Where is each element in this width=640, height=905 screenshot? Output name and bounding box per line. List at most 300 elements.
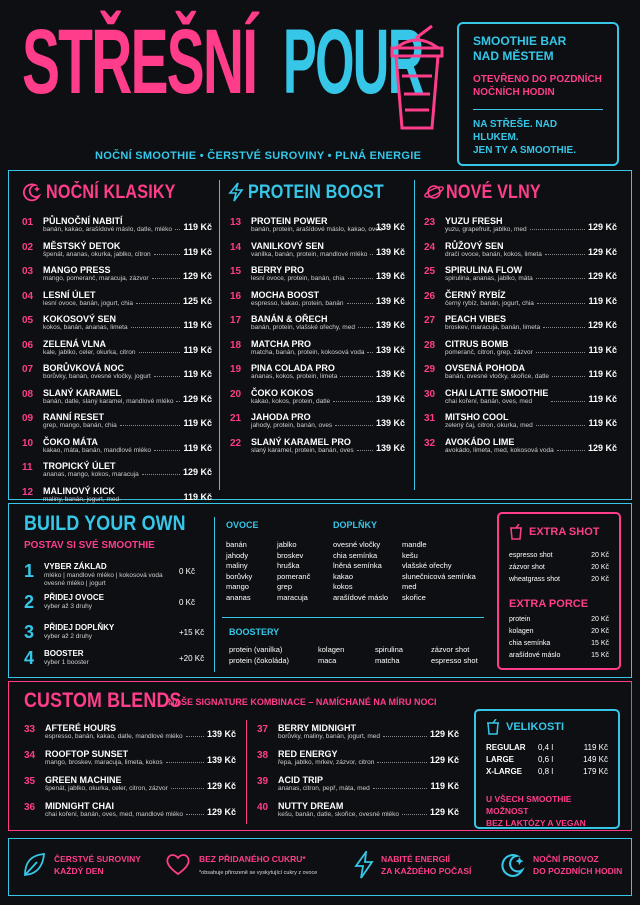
divider	[246, 720, 247, 824]
item-price: 139 Kč	[375, 320, 405, 330]
dotted-leader	[370, 254, 373, 255]
dotted-leader	[131, 327, 180, 328]
item-price: 119 Kč	[588, 344, 617, 355]
divider	[214, 517, 215, 672]
section-title-new: NOVÉ VLNY	[446, 182, 541, 203]
item-number: 01	[22, 217, 34, 228]
sizes-note: U VŠECH SMOOTHIE MOŽNOST BEZ LAKTÓZY A VEGAN	[486, 794, 586, 828]
item-price: 119 Kč	[588, 393, 617, 404]
dotted-leader	[136, 303, 180, 304]
item-number: 25	[424, 266, 436, 277]
item-price: 119 Kč	[183, 222, 212, 232]
box-slogan1: NA STŘEŠE. NAD HLUKEM.	[473, 119, 558, 143]
item-number: 04	[22, 290, 34, 302]
item-price: 139 Kč	[375, 246, 405, 257]
dotted-leader	[171, 788, 204, 789]
item-desc: jahody, protein, banán, oves	[251, 422, 333, 429]
section-title-protein: PROTEIN BOOST	[248, 182, 384, 203]
item-name: SLANÝ KARAMEL	[43, 387, 121, 398]
item-desc: espresso, banán, kakao, datle, mandlové mléko	[45, 733, 183, 740]
menu-item	[424, 388, 617, 413]
item-number: 11	[22, 462, 33, 473]
list-item: ananas	[226, 592, 251, 602]
menu-item	[22, 339, 212, 364]
list-item: mango	[226, 582, 249, 591]
ovoce-title: OVOCE	[226, 520, 259, 530]
item-price: 139 Kč	[375, 369, 405, 379]
divider	[473, 109, 603, 110]
item-name: BERRY MIDNIGHT	[278, 723, 357, 733]
item-name: PINA COLADA PRO	[251, 363, 335, 373]
size-price: 179 Kč	[583, 767, 608, 776]
title-part1: STŘEŠNÍ	[22, 11, 257, 113]
menu-item	[230, 339, 405, 364]
item-name: YUZU FRESH	[445, 216, 503, 226]
item-number: 05	[22, 315, 34, 326]
item-name: MALINOVÝ KICK	[43, 485, 115, 496]
list-item: jablko	[277, 540, 297, 549]
item-number: 28	[424, 339, 436, 351]
size-price: 149 Kč	[583, 755, 608, 764]
menu-item	[424, 265, 617, 290]
ovoce-list	[226, 540, 252, 603]
booster-group: protein (vanilka) protein (čokoláda)	[229, 645, 290, 665]
heart-icon	[165, 852, 191, 876]
item-name: TROPICKÝ ÚLET	[43, 461, 116, 471]
dotted-leader	[557, 450, 585, 451]
step-title: PŘIDEJ OVOCE	[44, 593, 105, 602]
dotted-leader	[536, 352, 585, 353]
tagline: NOČNÍ SMOOTHIE • ČERSTVÉ SUROVINY • PLNÁ ENERGIE	[95, 150, 422, 162]
item-desc: chai koření, banán, oves, med, mandlové mléko	[45, 811, 184, 818]
menu-item	[22, 241, 212, 266]
dotted-leader	[333, 401, 373, 402]
booster-group: kolagen maca	[318, 645, 345, 665]
item-number: 19	[230, 364, 242, 375]
menu-item	[230, 437, 405, 462]
item-number: 27	[424, 315, 436, 326]
item-number: 38	[257, 750, 269, 761]
item-price: 129 Kč	[429, 729, 459, 739]
item-price: 129 Kč	[587, 222, 617, 232]
size-row	[486, 743, 608, 755]
menu-item	[257, 775, 459, 801]
menu-item	[230, 314, 405, 339]
extra-shot-title: EXTRA SHOT	[529, 526, 600, 538]
item-desc: lesní ovoce, protein, banán, chia	[251, 275, 345, 282]
menu-item	[22, 388, 212, 413]
dotted-leader	[122, 499, 180, 500]
item-number: 15	[230, 266, 242, 277]
item-name: BORŮVKOVÁ NOC	[43, 363, 125, 373]
dotted-leader	[347, 303, 373, 304]
list-item: kokos	[333, 582, 353, 591]
item-price: 129 Kč	[182, 271, 212, 281]
size-price: 119 Kč	[583, 743, 608, 752]
dotted-leader	[373, 788, 427, 789]
menu-item	[230, 363, 405, 388]
item-number: 29	[424, 364, 436, 375]
step-desc: vyber 1 booster	[44, 659, 89, 666]
dotted-leader	[142, 474, 180, 475]
menu-item	[22, 461, 212, 486]
planet-icon	[424, 182, 444, 202]
item-name: MIDNIGHT CHAI	[45, 801, 114, 811]
dotted-leader	[176, 401, 180, 402]
item-desc: vanilka, banán, protein, mandlové mléko	[251, 250, 368, 258]
price-row-value: 15 Kč	[591, 652, 609, 659]
price-row-value: 15 Kč	[591, 640, 609, 647]
item-number: 24	[424, 241, 436, 253]
item-name: BANÁN & OŘECH	[251, 314, 328, 324]
divider	[219, 180, 220, 490]
menu-item	[257, 801, 459, 827]
list-item: arašídové máslo	[333, 592, 389, 602]
item-price: 119 Kč	[430, 781, 459, 791]
item-name: OVSENÁ POHODA	[445, 363, 526, 373]
step-desc: vyber až 3 druhy	[44, 603, 93, 610]
size-volume: 0,6 l	[538, 755, 554, 764]
item-name: ZELENÁ VLNA	[43, 338, 106, 349]
step-number: 3	[24, 622, 35, 642]
item-desc: pomeranč, citron, grep, zázvor	[445, 348, 533, 356]
protein-list	[230, 216, 405, 461]
item-price: 129 Kč	[206, 781, 236, 791]
item-desc: chai koření, banán, oves, med	[445, 397, 533, 405]
item-name: AFTERÉ HOURS	[45, 723, 117, 733]
item-name: MĚSTSKÝ DETOK	[43, 240, 121, 251]
dotted-leader	[551, 401, 585, 402]
section-title-classics: NOČNÍ KLASIKY	[46, 182, 176, 203]
item-name: AVOKÁDO LIME	[445, 436, 515, 447]
item-name: RŮŽOVÝ SEN	[445, 240, 504, 251]
menu-item	[424, 290, 617, 315]
extra-shot-list	[509, 552, 609, 588]
step-price: +15 Kč	[179, 628, 205, 637]
moon-star-icon	[22, 182, 42, 202]
dotted-leader	[152, 278, 180, 279]
custom-list	[24, 723, 236, 827]
menu-item	[24, 749, 236, 775]
box-hours1: OTEVŘENO DO POZDNÍCH	[473, 74, 602, 85]
menu-item	[22, 437, 212, 462]
item-number: 23	[424, 217, 436, 228]
dotted-leader	[340, 376, 373, 377]
item-price: 139 Kč	[375, 393, 405, 404]
list-item: grep	[277, 582, 293, 591]
item-price: 119 Kč	[588, 295, 617, 306]
item-price: 119 Kč	[588, 418, 617, 428]
item-number: 09	[22, 413, 34, 424]
price-row-label: zázvor shot	[509, 564, 545, 571]
dotted-leader	[530, 229, 585, 230]
item-number: 31	[424, 413, 436, 424]
list-item: kakao	[333, 571, 354, 581]
custom-list	[257, 723, 459, 827]
item-price: 119 Kč	[588, 369, 617, 379]
price-row-label: kolagen	[509, 628, 534, 635]
price-row-label: chia semínka	[509, 640, 551, 647]
item-price: 119 Kč	[183, 442, 212, 453]
dotted-leader	[543, 327, 585, 328]
price-row-value: 20 Kč	[591, 552, 609, 559]
size-volume: 0,8 l	[538, 767, 554, 776]
item-name: VANILKOVÝ SEN	[251, 240, 324, 251]
box-line1: SMOOTHIE BAR	[473, 34, 567, 48]
step-price: 0 Kč	[179, 567, 196, 576]
item-name: MOCHA BOOST	[251, 289, 320, 300]
size-label: LARGE	[486, 755, 514, 764]
item-name: CITRUS BOMB	[445, 338, 509, 349]
footer-item: BEZ PŘIDANÉHO CUKRU* *obsahuje přirozeně se vyskytující cukry z ovoce	[199, 854, 318, 876]
item-desc: grep, mango, banán, chia	[43, 422, 117, 429]
header-info-box	[457, 22, 619, 166]
item-desc: špenát, ananas, okurka, jablko, citron	[43, 250, 151, 258]
cup-icon	[486, 719, 500, 735]
dotted-leader	[186, 736, 204, 737]
item-price: 139 Kč	[206, 755, 236, 765]
item-name: ČERNÝ RYBÍZ	[445, 289, 506, 300]
dotted-leader	[154, 450, 180, 451]
item-name: MANGO PRESS	[43, 265, 111, 275]
footer-item: NOČNÍ PROVOZ DO POZDNÍCH HODIN	[533, 854, 623, 876]
boostery-title: BOOSTERY	[229, 627, 280, 637]
item-price: 139 Kč	[375, 418, 405, 428]
menu-item	[22, 216, 212, 241]
item-price: 129 Kč	[587, 271, 617, 281]
item-number: 20	[230, 388, 242, 400]
step-number: 2	[24, 592, 35, 612]
menu-item	[24, 801, 236, 827]
build-title: BUILD YOUR OWN	[24, 512, 186, 535]
item-number: 32	[424, 437, 436, 449]
item-name: MITSHO COOL	[445, 412, 509, 422]
item-name: ROOFTOP SUNSET	[45, 749, 129, 759]
price-row-value: 20 Kč	[591, 616, 609, 623]
item-number: 37	[257, 724, 269, 735]
dotted-leader	[358, 327, 373, 328]
item-price: 129 Kč	[429, 755, 459, 765]
dotted-leader	[402, 814, 427, 815]
item-number: 16	[230, 290, 242, 302]
item-desc: ananas, mango, kokos, maracuja	[43, 471, 139, 478]
list-item: hruška	[277, 561, 300, 570]
extra-porce-list	[509, 616, 609, 664]
booster-group: spirulina matcha	[375, 645, 403, 665]
item-name: KOKOSOVÝ SEN	[43, 314, 117, 324]
item-desc: kale, jablko, celer, okurka, citron	[43, 348, 136, 356]
item-price: 129 Kč	[182, 467, 212, 477]
dotted-leader	[166, 762, 204, 763]
doplnky-list	[333, 540, 388, 603]
dotted-leader	[154, 376, 180, 377]
menu-item	[424, 314, 617, 339]
dotted-leader	[377, 762, 427, 763]
item-desc: dračí ovoce, banán, kokos, limeta	[445, 250, 542, 258]
item-name: SLANÝ KARAMEL PRO	[251, 436, 351, 447]
menu-item	[230, 290, 405, 315]
dotted-leader	[357, 450, 373, 451]
item-number: 35	[24, 776, 36, 787]
dotted-leader	[175, 229, 180, 230]
item-price: 139 Kč	[375, 344, 405, 355]
moon-star-icon	[500, 852, 526, 878]
menu-item	[230, 216, 405, 241]
lightning-icon	[354, 851, 374, 879]
item-desc: spirulina, ananas, jablko, máta	[445, 275, 533, 282]
list-item: kešu	[402, 550, 418, 560]
item-number: 03	[22, 266, 34, 277]
leaf-icon	[22, 852, 46, 878]
menu-item	[22, 290, 212, 315]
item-desc: kešu, banán, datle, skořice, ovesné mléko	[278, 811, 400, 818]
item-name: RANNÍ RESET	[43, 412, 105, 422]
step-price: +20 Kč	[179, 654, 205, 663]
item-name: JAHODA PRO	[251, 412, 311, 422]
classics-list	[22, 216, 212, 510]
cup-icon	[388, 24, 446, 132]
menu-item	[24, 775, 236, 801]
dotted-leader	[383, 736, 427, 737]
price-row-label: arašídové máslo	[509, 652, 561, 659]
size-label: X-LARGE	[486, 767, 522, 776]
item-desc: banán, kakao, arašídové máslo, datle, mléko	[43, 226, 172, 233]
item-name: ČOKO MÁTA	[43, 436, 98, 447]
item-number: 22	[230, 437, 242, 449]
step-number: 4	[24, 648, 35, 668]
item-number: 36	[24, 802, 36, 813]
item-price: 129 Kč	[587, 246, 617, 257]
box-hours2: NOČNÍCH HODIN	[473, 87, 555, 98]
price-row	[509, 652, 609, 664]
item-price: 119 Kč	[183, 344, 212, 355]
list-item: broskev	[277, 550, 304, 560]
list-item: banán	[226, 540, 247, 549]
item-name: NUTTY DREAM	[278, 801, 344, 811]
dotted-leader	[120, 425, 180, 426]
item-price: 139 Kč	[206, 729, 236, 739]
item-number: 39	[257, 776, 269, 787]
doplnky-list	[402, 540, 476, 603]
item-price: 129 Kč	[206, 807, 236, 817]
item-desc: banán, protein, arašídové máslo, kakao, oves	[251, 226, 383, 233]
build-subtitle: POSTAV SI SVÉ SMOOTHIE	[24, 540, 155, 551]
footer-item: NABITÉ ENERGIÍ ZA KAŽDÉHO POČASÍ	[381, 854, 472, 876]
item-number: 40	[257, 802, 269, 813]
list-item: skořice	[402, 592, 426, 602]
footer-item: ČERSTVÉ SUROVINY KAŽDÝ DEN	[54, 854, 141, 876]
step-number: 1	[24, 561, 35, 581]
item-price: 139 Kč	[375, 295, 405, 306]
menu-item	[22, 265, 212, 290]
price-row	[509, 564, 609, 576]
menu-item	[424, 241, 617, 266]
item-desc: borůvky, banán, ovesné vločky, jogurt	[43, 373, 151, 380]
item-number: 30	[424, 388, 436, 400]
dotted-leader	[335, 425, 373, 426]
item-name: MATCHA PRO	[251, 338, 311, 349]
item-price: 119 Kč	[183, 246, 212, 257]
item-number: 13	[230, 217, 242, 228]
box-line2: NAD MĚSTEM	[473, 49, 554, 63]
size-label: REGULAR	[486, 743, 526, 752]
item-number: 14	[230, 241, 242, 253]
item-name: RED ENERGY	[278, 749, 338, 759]
price-row	[509, 640, 609, 652]
custom-title: CUSTOM BLENDS	[24, 689, 182, 712]
dotted-leader	[552, 376, 585, 377]
new-list	[424, 216, 617, 461]
step-title: PŘIDEJ DOPLŇKY	[44, 623, 115, 632]
item-desc: ananas, citron, pepř, máta, med	[278, 785, 370, 792]
sizes-title: VELIKOSTI	[506, 721, 565, 733]
item-number: 12	[22, 486, 34, 498]
item-desc: kakao, máta, banán, mandlové mléko	[43, 446, 152, 454]
step-desc: vyber až 2 druhy	[44, 633, 93, 640]
item-price: 119 Kč	[183, 491, 212, 502]
divider	[414, 180, 415, 490]
dotted-leader	[537, 303, 585, 304]
menu-item	[24, 723, 236, 749]
box-slogan2: JEN TY A SMOOTHIE.	[473, 145, 576, 156]
divider	[222, 617, 484, 618]
item-price: 129 Kč	[587, 442, 617, 453]
item-number: 02	[22, 241, 34, 253]
item-desc: kakao, kokos, protein, datle	[251, 397, 331, 405]
dotted-leader	[154, 254, 180, 255]
price-row-value: 20 Kč	[591, 628, 609, 635]
dotted-leader	[536, 278, 585, 279]
item-name: LESNÍ ÚLET	[43, 289, 96, 300]
item-desc: avokádo, limeta, med, kokosová voda	[445, 446, 554, 454]
item-name: PŮLNOČNÍ NABITÍ	[43, 216, 123, 226]
extra-box	[497, 512, 621, 670]
custom-subtitle: NAŠE SIGNATURE KOMBINACE – NAMÍCHANÉ NA MÍRU NOCI	[168, 697, 437, 707]
list-item: ovesné vločky	[333, 540, 381, 549]
item-name: ACID TRIP	[278, 775, 323, 785]
dotted-leader	[186, 814, 204, 815]
extra-porce-title: EXTRA PORCE	[509, 598, 589, 610]
item-name: PEACH VIBES	[445, 314, 507, 324]
menu-item	[424, 412, 617, 437]
item-price: 129 Kč	[587, 320, 617, 330]
item-price: 119 Kč	[183, 418, 212, 428]
menu-item	[424, 363, 617, 388]
item-desc: banán, protein, vlašské ořechy, med	[251, 324, 355, 331]
list-item: pomeranč	[277, 571, 311, 581]
list-item: borůvky	[226, 571, 253, 581]
item-number: 06	[22, 339, 34, 351]
list-item: med	[402, 582, 417, 591]
item-price: 129 Kč	[182, 393, 212, 404]
booster-group: zázvor shot espresso shot	[431, 645, 478, 665]
step-title: VYBER ZÁKLAD	[44, 562, 107, 571]
list-item: slunečnicová semínka	[402, 571, 476, 581]
item-desc: espresso, kakao, protein, banán	[251, 299, 344, 307]
menu-item	[230, 265, 405, 290]
item-name: PROTEIN POWER	[251, 216, 328, 226]
item-price: 119 Kč	[183, 320, 212, 330]
item-desc: borůvky, maliny, banán, jogurt, med	[278, 733, 381, 740]
dotted-leader	[545, 254, 585, 255]
step-title: BOOSTER	[44, 649, 84, 658]
menu-item	[230, 241, 405, 266]
price-row	[509, 616, 609, 628]
title-part2: POUR	[283, 11, 423, 113]
menu-item	[22, 412, 212, 437]
item-desc: řepa, jablko, mrkev, zázvor, citron	[278, 759, 375, 766]
menu-item	[22, 363, 212, 388]
